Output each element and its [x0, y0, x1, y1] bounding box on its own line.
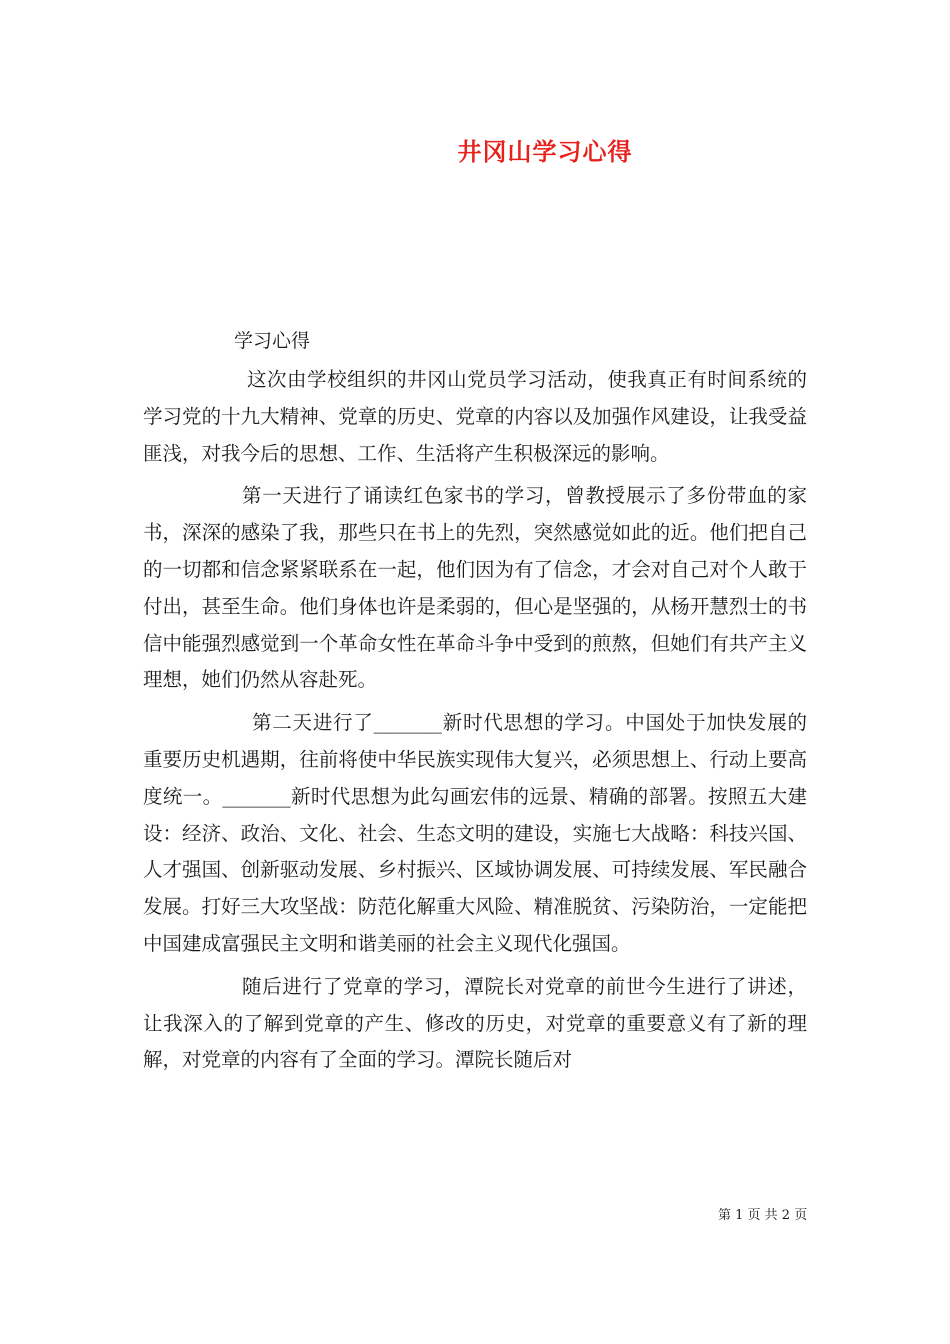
page-number-footer: 第 1 页 共 2 页: [718, 1208, 808, 1223]
paragraph-2: 第一天进行了诵读红色家书的学习，曾教授展示了多份带血的家书，深深的感染了我，那些只在书上的先烈，突然感觉如此的近。他们把自己的一切都和信念紧紧联系在一起，他们因为有了信念，才会对自己对个人敢于付出，甚至生命。他们身体也许是柔弱的，但心是坚强的，从杨开慧烈士的书信中能强烈感觉到一个革命女性在革命斗争中受到的煎熬，但她们有共产主义理想，她们仍然从容赴死。: [143, 484, 807, 692]
paragraph-1: 这次由学校组织的井冈山党员学习活动，使我真正有时间系统的学习党的十九大精神、党章的历史、党章的内容以及加强作风建设，让我受益匪浅，对我今后的思想、工作、生活将产生积极深远的影响。: [143, 368, 807, 465]
document-subtitle: 学习心得: [234, 330, 311, 352]
paragraph-4: 随后进行了党章的学习，潭院长对党章的前世今生进行了讲述，让我深入的了解到党章的产生、修改的历史，对党章的重要意义有了新的理解，对党章的内容有了全面的学习。潭院长随后对: [143, 974, 807, 1072]
document-title: 井冈山学习心得: [457, 137, 633, 166]
document-body: [143, 362, 807, 1079]
paragraph-3: 第二天进行了_______新时代思想的学习。中国处于加快发展的重要历史机遇期，往前将使中华民族实现伟大复兴，必须思想上、行动上要高度统一。_______新时代思想为此勾画宏伟的远景、精确的部署。按照五大建设：经济、政治、文化、社会、生态文明的建设，实施七大战略：科技兴国、人才强国、创新驱动发展、乡村振兴、区域协调发展、可持续发展、军民融合发展。打好三大攻坚战：防范化解重大风险、精准脱贫、污染防治，一定能把中国建成富强民主文明和谐美丽的社会主义现代化强国。: [143, 711, 807, 955]
